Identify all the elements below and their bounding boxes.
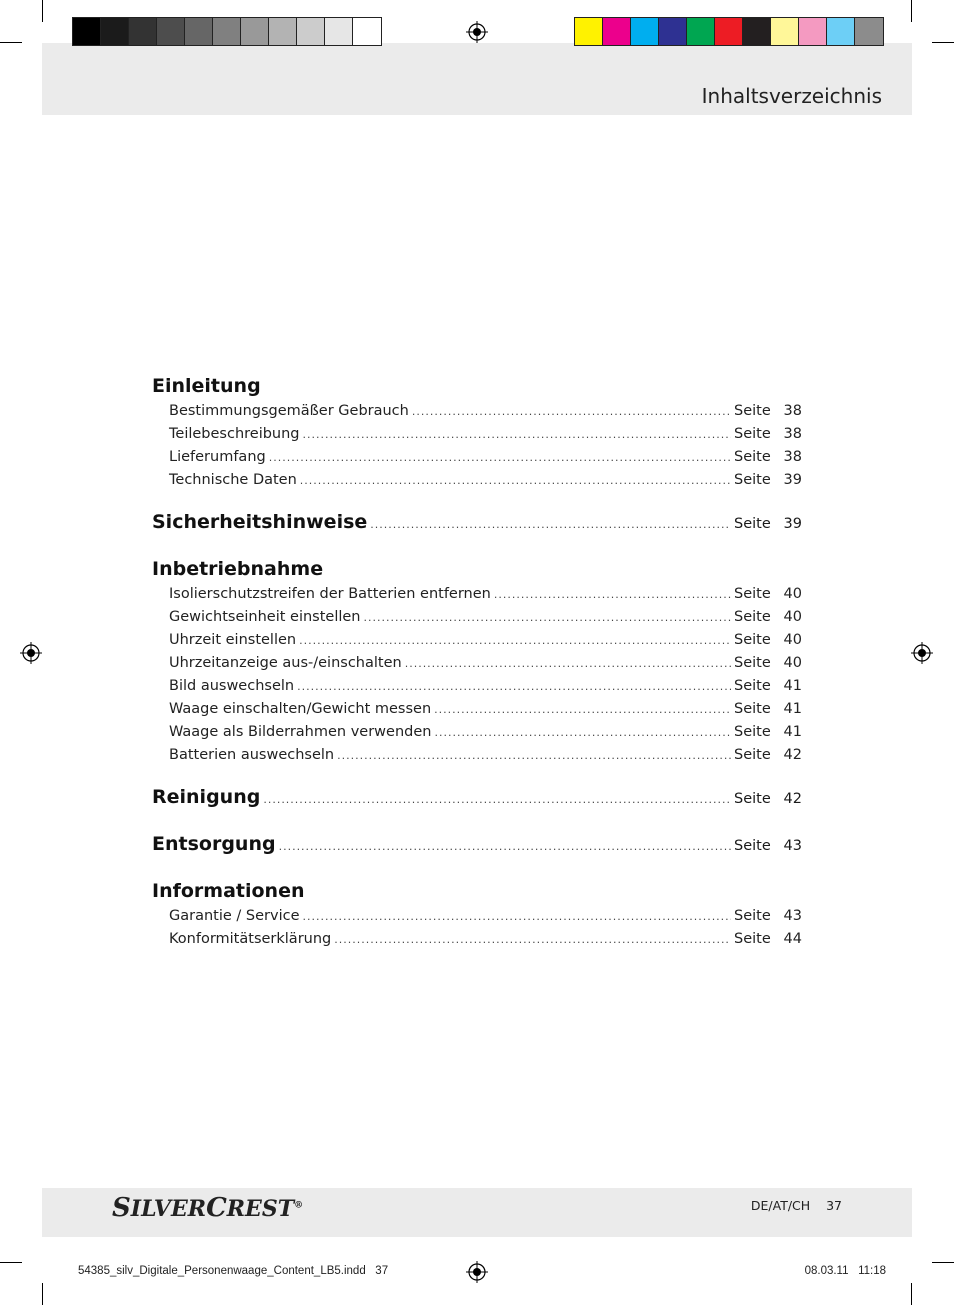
entry-page: 41 xyxy=(783,701,802,717)
crop-mark xyxy=(42,0,43,22)
toc-entry[interactable] xyxy=(152,905,802,928)
toc-entry[interactable] xyxy=(152,423,802,446)
entry-seite: Seite xyxy=(734,403,771,419)
grayscale-color-bar xyxy=(72,17,382,46)
entry-label: Waage einschalten/Gewicht messen xyxy=(169,701,432,717)
grayscale-swatch xyxy=(269,18,297,45)
entry-page: 42 xyxy=(783,747,802,763)
section-title: Reinigung xyxy=(152,786,261,808)
entry-page: 40 xyxy=(783,586,802,602)
print-slug-date: 08.03.11 11:18 xyxy=(804,1265,886,1277)
crop-mark xyxy=(932,1262,954,1263)
leader-dots xyxy=(434,722,731,744)
section-title: Entsorgung xyxy=(152,833,276,855)
process-swatch xyxy=(855,18,883,45)
registration-mark-icon xyxy=(466,21,488,43)
entry-seite: Seite xyxy=(734,678,771,694)
entry-seite: Seite xyxy=(734,747,771,763)
entry-page: 38 xyxy=(783,449,802,465)
leader-dots xyxy=(303,424,731,446)
process-swatch xyxy=(575,18,603,45)
grayscale-swatch xyxy=(157,18,185,45)
grayscale-swatch xyxy=(325,18,353,45)
entry-seite: Seite xyxy=(734,724,771,740)
entry-label: Technische Daten xyxy=(169,472,297,488)
toc-entry[interactable] xyxy=(152,606,802,629)
leader-dots xyxy=(370,511,731,539)
leader-dots xyxy=(334,929,731,951)
toc-entry[interactable] xyxy=(152,744,802,767)
entry-page: 44 xyxy=(783,931,802,947)
entry-seite: Seite xyxy=(734,586,771,602)
entry-seite: Seite xyxy=(734,791,771,807)
entry-label: Garantie / Service xyxy=(169,908,300,924)
table-of-contents xyxy=(152,372,802,951)
entry-page: 39 xyxy=(783,516,802,532)
registration-mark-icon xyxy=(911,642,933,664)
toc-entry[interactable] xyxy=(152,928,802,951)
section-title: Sicherheitshinweise xyxy=(152,511,368,533)
entry-page: 38 xyxy=(783,403,802,419)
section-title: Informationen xyxy=(152,880,305,902)
region-code: DE/AT/CH xyxy=(750,1198,811,1213)
entry-label: Teilebeschreibung xyxy=(169,426,300,442)
leader-dots xyxy=(300,470,731,492)
crop-mark xyxy=(911,1283,912,1305)
process-swatch xyxy=(631,18,659,45)
leader-dots xyxy=(337,745,731,767)
entry-page: 40 xyxy=(783,655,802,671)
process-swatch xyxy=(659,18,687,45)
grayscale-swatch xyxy=(241,18,269,45)
entry-page: 41 xyxy=(783,678,802,694)
toc-entry[interactable] xyxy=(152,698,802,721)
crop-mark xyxy=(0,42,22,43)
entry-page: 40 xyxy=(783,609,802,625)
toc-entry[interactable] xyxy=(152,721,802,744)
toc-section-sicherheitshinweise[interactable] xyxy=(152,508,802,539)
entry-label: Lieferumfang xyxy=(169,449,266,465)
registration-mark-icon xyxy=(20,642,42,664)
toc-section-informationen xyxy=(152,877,802,951)
print-slug-file: 54385_silv_Digitale_Personenwaage_Content_LB5.indd 37 xyxy=(78,1265,389,1277)
grayscale-swatch xyxy=(297,18,325,45)
grayscale-swatch xyxy=(353,18,381,45)
entry-label: Waage als Bilderrahmen verwenden xyxy=(169,724,432,740)
leader-dots xyxy=(494,584,731,606)
leader-dots xyxy=(434,699,731,721)
entry-label: Uhrzeitanzeige aus-/einschalten xyxy=(169,655,402,671)
process-swatch xyxy=(771,18,799,45)
entry-seite: Seite xyxy=(734,472,771,488)
leader-dots xyxy=(405,653,731,675)
entry-label: Batterien auswechseln xyxy=(169,747,335,763)
crop-mark xyxy=(0,1262,22,1263)
entry-seite: Seite xyxy=(734,931,771,947)
entry-seite: Seite xyxy=(734,516,771,532)
toc-entry[interactable] xyxy=(152,469,802,492)
entry-seite: Seite xyxy=(734,838,771,854)
leader-dots xyxy=(364,607,732,629)
entry-label: Uhrzeit einstellen xyxy=(169,632,297,648)
entry-page: 39 xyxy=(783,472,802,488)
toc-entry[interactable] xyxy=(152,446,802,469)
toc-section-reinigung[interactable] xyxy=(152,783,802,814)
grayscale-swatch xyxy=(129,18,157,45)
entry-label: Isolierschutzstreifen der Batterien entfernen xyxy=(169,586,491,602)
process-swatch xyxy=(715,18,743,45)
leader-dots xyxy=(412,401,731,423)
grayscale-swatch xyxy=(213,18,241,45)
toc-entry[interactable] xyxy=(152,675,802,698)
entry-seite: Seite xyxy=(734,655,771,671)
grayscale-swatch xyxy=(101,18,129,45)
leader-dots xyxy=(279,833,731,861)
process-swatch xyxy=(799,18,827,45)
entry-page: 42 xyxy=(783,791,802,807)
entry-page: 41 xyxy=(783,724,802,740)
grayscale-swatch xyxy=(185,18,213,45)
crop-mark xyxy=(911,0,912,22)
entry-page: 38 xyxy=(783,426,802,442)
registration-mark-icon xyxy=(466,1261,488,1283)
toc-entry[interactable] xyxy=(152,583,802,606)
entry-seite: Seite xyxy=(734,426,771,442)
leader-dots xyxy=(263,786,731,814)
entry-label: Gewichtseinheit einstellen xyxy=(169,609,361,625)
leader-dots xyxy=(303,906,732,928)
leader-dots xyxy=(269,447,731,469)
brand-logo: SILVERCREST® xyxy=(112,1193,304,1223)
toc-section-entsorgung[interactable] xyxy=(152,830,802,861)
entry-seite: Seite xyxy=(734,609,771,625)
leader-dots xyxy=(297,676,731,698)
process-swatch xyxy=(603,18,631,45)
entry-seite: Seite xyxy=(734,632,771,648)
entry-page: 43 xyxy=(783,908,802,924)
process-swatch xyxy=(827,18,855,45)
section-title: Einleitung xyxy=(152,375,261,397)
crop-mark xyxy=(932,42,954,43)
footer-page-info xyxy=(751,1198,842,1213)
grayscale-swatch xyxy=(73,18,101,45)
toc-entry[interactable] xyxy=(152,400,802,423)
page-title: Inhaltsverzeichnis xyxy=(701,84,882,108)
entry-seite: Seite xyxy=(734,701,771,717)
entry-seite: Seite xyxy=(734,908,771,924)
leader-dots xyxy=(299,630,731,652)
toc-section-einleitung xyxy=(152,372,802,492)
entry-seite: Seite xyxy=(734,449,771,465)
entry-page: 40 xyxy=(783,632,802,648)
page-number: 37 xyxy=(826,1198,842,1213)
entry-label: Bild auswechseln xyxy=(169,678,295,694)
process-swatch xyxy=(743,18,771,45)
entry-label: Konformitätserklärung xyxy=(169,931,332,947)
process-swatch xyxy=(687,18,715,45)
toc-section-inbetriebnahme xyxy=(152,555,802,767)
section-title: Inbetriebnahme xyxy=(152,558,324,580)
toc-entry[interactable] xyxy=(152,629,802,652)
process-color-bar xyxy=(574,17,884,46)
entry-label: Bestimmungsgemäßer Gebrauch xyxy=(169,403,409,419)
crop-mark xyxy=(42,1283,43,1305)
entry-page: 43 xyxy=(783,838,802,854)
toc-entry[interactable] xyxy=(152,652,802,675)
